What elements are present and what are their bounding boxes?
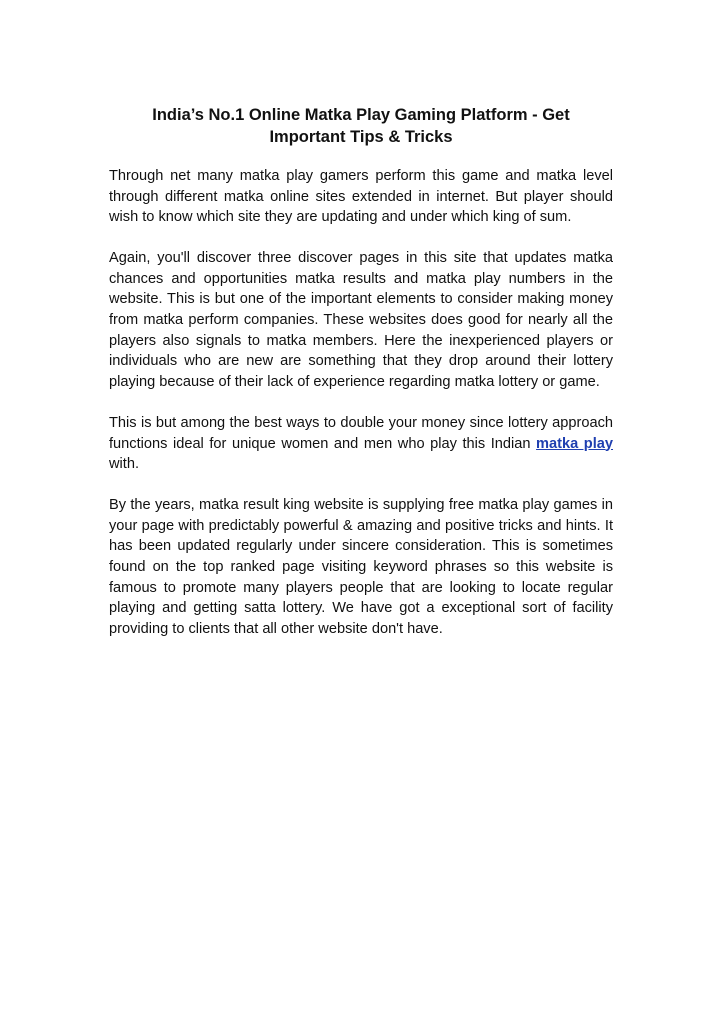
matka-play-link[interactable]: matka play [536, 435, 613, 452]
paragraph-4: By the years, matka result king website is supplying free matka play games in your page with predictably powerful & amazing and positive tricks and hints. It has been updated regularly under sincere consideration. This is sometimes found on the top ranked page visiting keyword phrases so this website is famous to promote many players people that are looking to locate regular playing and getting satta lottery. We have got a exceptional sort of facility providing to clients that all other website don't have. [109, 497, 613, 637]
document-title: India’s No.1 Online Matka Play Gaming Platform - Get Important Tips & Tricks [152, 106, 570, 146]
paragraph-2: Again, you'll discover three discover pages in this site that updates matka chances and opportunities matka results and matka play numbers in the website. This is but one of the important elements to consider making money from matka perform companies. These websites does good for nearly all the players also signals to matka members. Here the inexperienced players or individuals who are new are something that they drop around their lottery playing because of their lack of experience regarding matka lottery or game. [109, 250, 613, 390]
paragraph-3 [109, 413, 613, 475]
paragraph-3-text-after-link: with. [109, 456, 140, 473]
paragraph-3-text-before-link: This is but among the best ways to double your money since lottery approach functions ideal for unique women and men who play this Indian [109, 414, 613, 452]
document-body [109, 104, 613, 660]
paragraph-1: Through net many matka play gamers perform this game and matka level through different matka online sites extended in internet. But player should wish to know which site they are updating and under which king of sum. [109, 168, 613, 226]
